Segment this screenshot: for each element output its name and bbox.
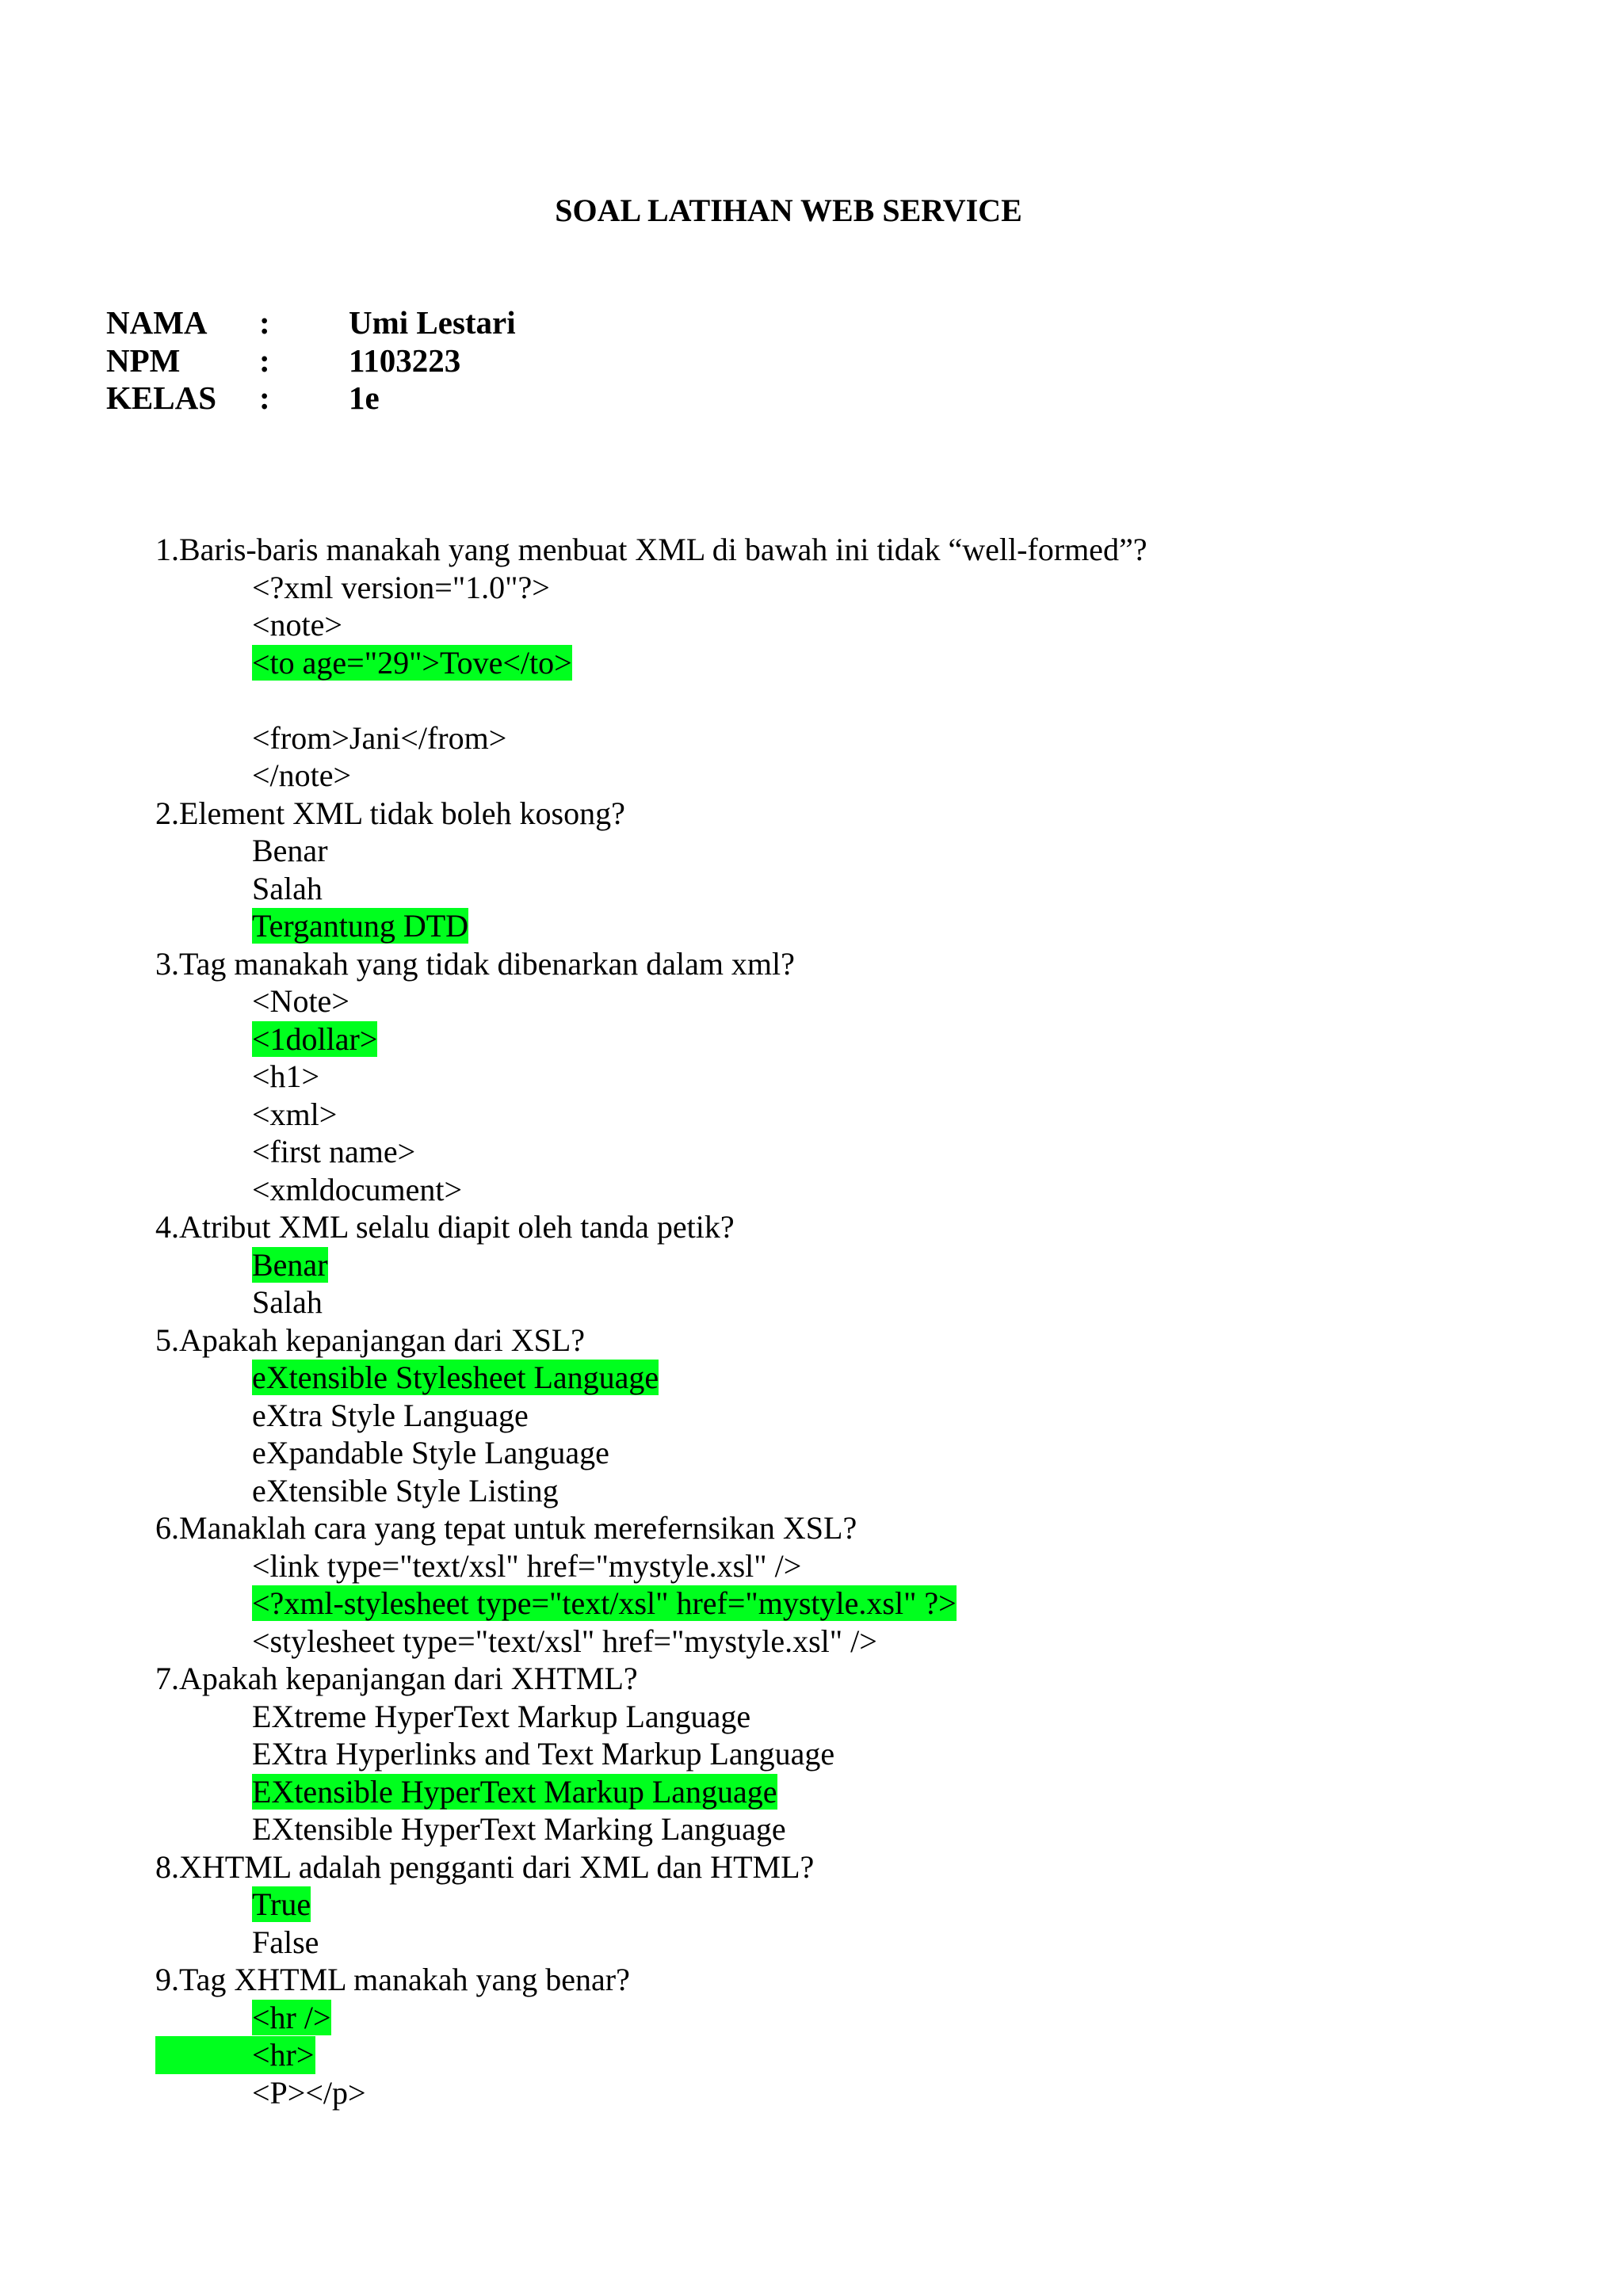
answer-option <box>0 1283 1623 1322</box>
identity-label: KELAS <box>106 379 216 416</box>
answer-option-text: <stylesheet type="text/xsl" href="mystyle.xsl" /> <box>252 1623 877 1659</box>
question-list <box>0 531 1623 2111</box>
selected-answer-text: Tergantung DTD <box>252 908 469 944</box>
question-label: Element XML tidak boleh kosong? <box>179 795 625 831</box>
answer-option-text: <note> <box>252 607 342 643</box>
question-label: Baris-baris manakah yang menbuat XML di bawah ini tidak “well-formed”? <box>179 532 1148 567</box>
answer-option <box>0 1773 1623 1811</box>
answer-option <box>0 870 1623 908</box>
question-text <box>0 1208 1623 1246</box>
answer-option-text: Benar <box>252 833 328 868</box>
answer-option <box>0 1735 1623 1773</box>
answer-option-text: eXtensible Style Listing <box>252 1472 559 1508</box>
answer-option-text: <?xml version="1.0"?> <box>252 569 550 605</box>
answer-option <box>0 1924 1623 1962</box>
answer-option <box>0 982 1623 1020</box>
identity-label: NPM <box>106 341 181 379</box>
identity-label: NAMA <box>106 304 208 341</box>
answer-option <box>0 907 1623 945</box>
question-label: Tag XHTML manakah yang benar? <box>179 1962 630 1997</box>
question-number: 3. <box>155 945 179 982</box>
answer-option <box>0 2074 1623 2112</box>
answer-option-text: False <box>252 1924 319 1960</box>
answer-option <box>0 1397 1623 1435</box>
identity-value: 1103223 <box>349 341 461 379</box>
selected-answer-text: <?xml-stylesheet type="text/xsl" href="mystyle.xsl" ?> <box>252 1585 957 1621</box>
question-text <box>0 1509 1623 1547</box>
selected-answer-text: <1dollar> <box>252 1020 378 1057</box>
answer-option <box>0 606 1623 644</box>
question-number: 9. <box>155 1962 179 1997</box>
selected-answer-text: Benar <box>252 1246 328 1283</box>
question-text <box>0 531 1623 569</box>
answer-option-text: EXtensible HyperText Marking Language <box>252 1811 786 1847</box>
question-label: Apakah kepanjangan dari XSL? <box>179 1322 586 1358</box>
selected-answer-text: True <box>252 1886 311 1922</box>
answer-option <box>0 1810 1623 1848</box>
identity-colon: : <box>259 341 270 379</box>
answer-option-text: eXtra Style Language <box>252 1397 529 1433</box>
question-label: Tag manakah yang tidak dibenarkan dalam xml? <box>179 945 795 982</box>
question-label: Apakah kepanjangan dari XHTML? <box>179 1661 638 1696</box>
answer-option-text: <P></p> <box>252 2074 366 2111</box>
selected-answer-text: eXtensible Stylesheet Language <box>252 1360 659 1395</box>
answer-option-text: Salah <box>252 870 323 906</box>
answer-option-text: <h1> <box>252 1058 320 1094</box>
answer-option-text: <xmldocument> <box>252 1171 463 1207</box>
blank-line <box>0 681 1623 719</box>
answer-option <box>0 2036 1623 2074</box>
identity-colon: : <box>259 379 270 416</box>
answer-option <box>0 1133 1623 1171</box>
answer-option <box>0 569 1623 607</box>
question-text <box>0 1961 1623 1999</box>
question-label: Manaklah cara yang tepat untuk merefernsikan XSL? <box>179 1510 857 1546</box>
question-number: 1. <box>155 532 179 567</box>
answer-option <box>0 757 1623 795</box>
answer-option-text: <link type="text/xsl" href="mystyle.xsl" /> <box>252 1547 802 1584</box>
question-label: XHTML adalah pengganti dari XML dan HTML? <box>179 1848 815 1885</box>
question-number: 8. <box>155 1848 179 1885</box>
answer-option-text: eXpandable Style Language <box>252 1435 609 1470</box>
question-number: 5. <box>155 1322 179 1358</box>
selected-answer-text: EXtensible HyperText Markup Language <box>252 1773 777 1810</box>
selected-answer-text: <to age="29">Tove</to> <box>252 644 572 681</box>
answer-option <box>0 1020 1623 1058</box>
answer-option-text: <Note> <box>252 983 349 1019</box>
selected-answer-text: <hr /> <box>252 1999 331 2035</box>
selected-answer-text: <hr> <box>252 2037 315 2073</box>
answer-option <box>0 1058 1623 1096</box>
answer-option <box>0 1886 1623 1924</box>
answer-option <box>0 1096 1623 1134</box>
answer-option <box>0 1585 1623 1623</box>
answer-option <box>0 1434 1623 1472</box>
answer-option <box>0 644 1623 682</box>
question-text <box>0 945 1623 983</box>
question-number: 7. <box>155 1661 179 1696</box>
answer-option <box>0 1171 1623 1209</box>
answer-option-text: <first name> <box>252 1134 416 1169</box>
answer-option <box>0 1698 1623 1736</box>
identity-value: 1e <box>349 379 380 416</box>
question-text <box>0 1848 1623 1886</box>
question-text <box>0 795 1623 833</box>
identity-colon: : <box>259 304 270 341</box>
answer-option <box>0 1999 1623 2037</box>
answer-option <box>0 1547 1623 1585</box>
answer-option <box>0 1472 1623 1510</box>
question-number: 4. <box>155 1209 179 1245</box>
answer-option-text: <xml> <box>252 1096 338 1132</box>
question-text <box>0 1660 1623 1698</box>
answer-option-text: <from>Jani</from> <box>252 719 507 756</box>
identity-value: Umi Lestari <box>349 304 516 341</box>
answer-option <box>0 1246 1623 1284</box>
question-number: 6. <box>155 1510 179 1546</box>
answer-option <box>0 1623 1623 1661</box>
question-number: 2. <box>155 795 179 831</box>
page-title: SOAL LATIHAN WEB SERVICE <box>555 193 1022 228</box>
answer-option-text: EXtreme HyperText Markup Language <box>252 1698 751 1734</box>
answer-option-text: Salah <box>252 1284 323 1320</box>
question-text <box>0 1322 1623 1360</box>
answer-option-text: EXtra Hyperlinks and Text Markup Language <box>252 1736 835 1772</box>
answer-option <box>0 1359 1623 1397</box>
answer-option <box>0 832 1623 870</box>
answer-option-text: </note> <box>252 757 352 793</box>
answer-option <box>0 719 1623 757</box>
question-label: Atribut XML selalu diapit oleh tanda petik? <box>179 1209 735 1245</box>
